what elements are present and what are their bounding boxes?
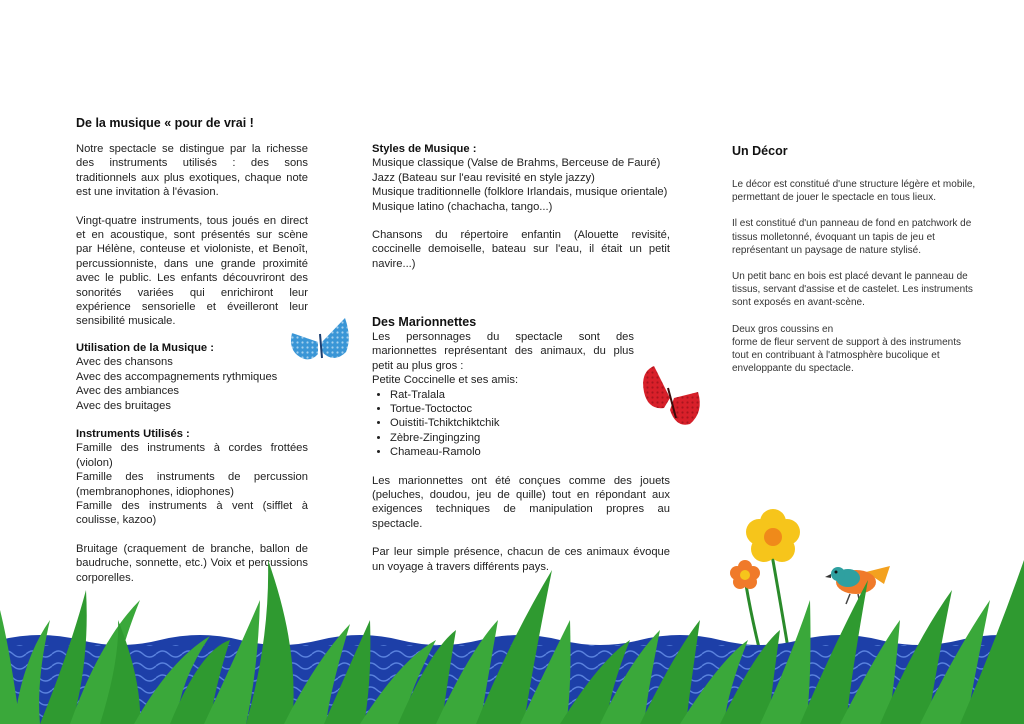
puppet-item: • Ouistiti-Tchiktchiktchik xyxy=(390,416,670,430)
music-instruments-paragraph: Vingt-quatre instruments, tous joués en direct et en acoustique, sont présentés sur scène par Hélène, conteuse et violoniste, et Benoît, percussionniste, dans une grande proximité avec le public. Les enfants découvriront des sonorités variées qui enrichiront leur expérience sensorielle et éveilleront leur sensibilité musicale. xyxy=(76,214,308,328)
decor-title: Un Décor xyxy=(732,144,788,158)
red-butterfly-icon xyxy=(643,366,700,425)
usage-item: Avec des chansons xyxy=(76,356,173,369)
puppets-travel-paragraph: Par leur simple présence, chacun de ces animaux évoque un voyage à travers différents pays. xyxy=(372,546,670,573)
bird-icon xyxy=(825,566,890,604)
style-item: Jazz (Bateau sur l'eau revisité en style jazzy) xyxy=(372,171,595,184)
instruments-title: Instruments Utilisés : xyxy=(76,428,190,440)
music-intro-paragraph: Notre spectacle se distingue par la richesse des instruments utilisés : des sons traditionnels aux plus exotiques, chaque note est une invitation à l'évasion. xyxy=(76,143,308,199)
instrument-family: Famille des instruments à vent (sifflet à coulisse, kazoo) xyxy=(76,500,308,527)
puppet-item: • Zèbre-Zingingzing xyxy=(390,431,670,445)
decor-paragraph: Un petit banc en bois est placé devant le panneau de tissus, servant d'assise et de castelet. Les instruments sont exposés en avant-scène. xyxy=(732,271,973,309)
styles-title: Styles de Musique : xyxy=(372,143,477,155)
instrument-family: Famille des instruments à cordes frottées (violon) xyxy=(76,442,308,469)
bruitage-paragraph: Bruitage (craquement de branche, ballon de baudruche, sonnette, etc.) Voix et percussions corporelles. xyxy=(76,542,308,584)
puppets-intro: Les personnages du spectacle sont des marionnettes représentant des animaux, du plus petit au plus gros : xyxy=(372,331,634,372)
usage-item: Avec des accompagnements rythmiques xyxy=(76,370,278,383)
usage-item: Avec des ambiances xyxy=(76,385,180,398)
decor-paragraph: Le décor est constitué d'une structure légère et mobile, permettant de jouer le spectacle en tous lieux. xyxy=(732,179,976,204)
usage-item: Avec des bruitages xyxy=(76,399,171,412)
decor-paragraph: Il est constitué d'un panneau de fond en patchwork de tissus molletonné, évoquant un tapis de jeu et représentant un paysage de nature stylisé. xyxy=(732,218,972,256)
puppet-item: • Tortue-Toctoctoc xyxy=(390,402,670,416)
puppets-title: Des Marionnettes xyxy=(372,315,477,329)
style-item: Musique latino (chachacha, tango...) xyxy=(372,200,553,213)
puppets-subtitle: Petite Coccinelle et ses amis: xyxy=(372,374,519,387)
instrument-family: Famille des instruments de percussion (membranophones, idiophones) xyxy=(76,471,308,498)
style-item: Musique classique (Valse de Brahms, Berceuse de Fauré) xyxy=(372,157,661,170)
decor-cushions-intro: Deux gros coussins en xyxy=(732,323,834,335)
blue-butterfly-icon xyxy=(291,318,349,359)
yellow-flower-icon xyxy=(746,509,800,562)
orange-flower-icon xyxy=(730,560,760,589)
chansons-paragraph: Chansons du répertoire enfantin (Alouette revisité, coccinelle demoiselle, bateau sur l'eau, il était un petit navire...) xyxy=(372,229,670,270)
style-item: Musique traditionnelle (folklore Irlandais, musique orientale) xyxy=(372,186,668,199)
puppets-design-paragraph: Les marionnettes ont été conçues comme des jouets (peluches, doudou, jeu de quille) tout en répondant aux exigences techniques de manipulation propres au spectacle. xyxy=(372,474,670,530)
music-title: De la musique « pour de vrai ! xyxy=(76,116,254,130)
puppet-item: • Rat-Tralala xyxy=(390,388,670,402)
usage-title: Utilisation de la Musique : xyxy=(76,342,214,354)
decor-cushions-paragraph: forme de fleur servent de support à des instruments tout en contribuant à l'atmosphère bucolique et enveloppante du spectacle. xyxy=(732,336,962,375)
puppet-item: • Chameau-Ramolo xyxy=(390,445,670,459)
